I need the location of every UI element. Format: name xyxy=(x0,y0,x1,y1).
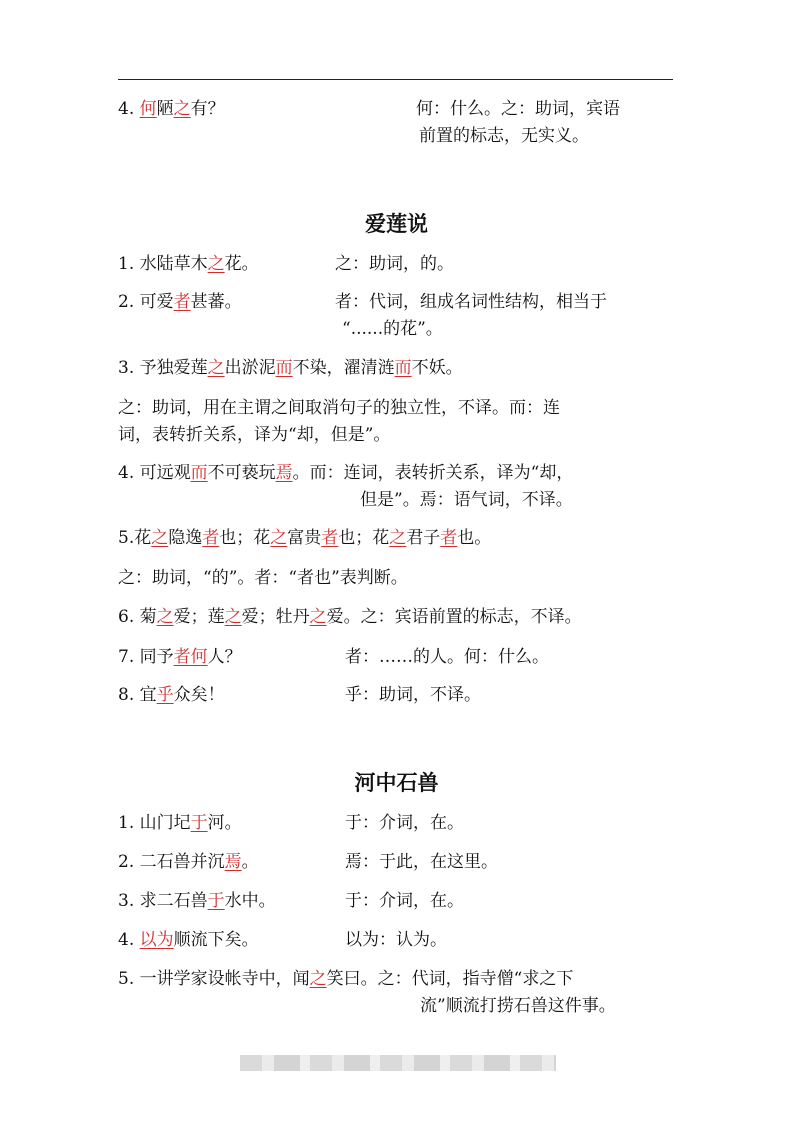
s2-item-3: 3. 求二石兽于水中。 xyxy=(118,891,276,911)
s2-item-1-note: 于：介词，在。 xyxy=(345,813,464,833)
s1-item-3: 3. 予独爱莲之出淤泥而不染，濯清涟而不妖。 xyxy=(118,358,463,378)
s2-item-4-note: 以为：认为。 xyxy=(345,930,447,950)
s1-item-5: 5.花之隐逸者也；花之富贵者也；花之君子者也。 xyxy=(118,528,492,548)
entry-top-4: 4. 何陋之有？ xyxy=(118,99,225,119)
s1-item-7-note: 者：……的人。何：什么。 xyxy=(345,647,549,667)
s2-item-2-note: 焉：于此，在这里。 xyxy=(345,852,498,872)
s1-item-1: 1. 水陆草木之花。 xyxy=(118,254,259,274)
s2-item-4: 4. 以为顺流下矣。 xyxy=(118,930,259,950)
s1-item-2-note: 者：代词，组成名词性结构，相当于 xyxy=(335,292,607,312)
s1-item-2-note-cont: “......的花”。 xyxy=(342,319,443,339)
s2-item-1: 1. 山门圮于河。 xyxy=(118,813,242,833)
s2-item-5-cont: 流”顺流打捞石兽这件事。 xyxy=(420,996,616,1016)
s2-item-5: 5. 一讲学家设帐寺中，闻之笑曰。之：代词，指寺僧“求之下 xyxy=(118,969,574,989)
s1-item-4-cont: 但是”。焉：语气词，不译。 xyxy=(360,490,573,510)
s1-item-8: 8. 宜乎众矣！ xyxy=(118,685,225,705)
s2-item-3-note: 于：介词，在。 xyxy=(345,891,464,911)
s1-item-3-explanation: 之：助词，用在主谓之间取消句子的独立性，不译。而：连 xyxy=(118,398,560,418)
top-rule xyxy=(118,79,673,80)
s1-item-8-note: 乎：助词，不译。 xyxy=(345,685,481,705)
s2-item-2: 2. 二石兽并沉焉。 xyxy=(118,852,259,872)
s1-item-5-explanation: 之：助词，“的”。者：“者也”表判断。 xyxy=(118,568,408,588)
section-title-hezhongshishou: 河中石兽 xyxy=(354,770,439,795)
s1-item-2: 2. 可爱者甚蕃。 xyxy=(118,292,242,312)
s1-item-7: 7. 同予者何人？ xyxy=(118,647,242,667)
s1-item-4: 4. 可远观而不可亵玩焉。而：连词，表转折关系，译为“却， xyxy=(118,463,574,483)
s1-item-6: 6. 菊之爱；莲之爱；牡丹之爱。之：宾语前置的标志，不译。 xyxy=(118,607,582,627)
s1-item-3-explanation-cont: 词，表转折关系，译为“却，但是”。 xyxy=(118,425,391,445)
blurred-watermark xyxy=(240,1055,556,1071)
section-title-ailianshuo: 爱莲说 xyxy=(365,211,428,236)
entry-top-4-note: 何：什么。之：助词，宾语 xyxy=(416,99,620,119)
entry-top-4-note-cont: 前置的标志，无实义。 xyxy=(419,126,589,146)
s1-item-1-note: 之：助词，的。 xyxy=(335,254,454,274)
